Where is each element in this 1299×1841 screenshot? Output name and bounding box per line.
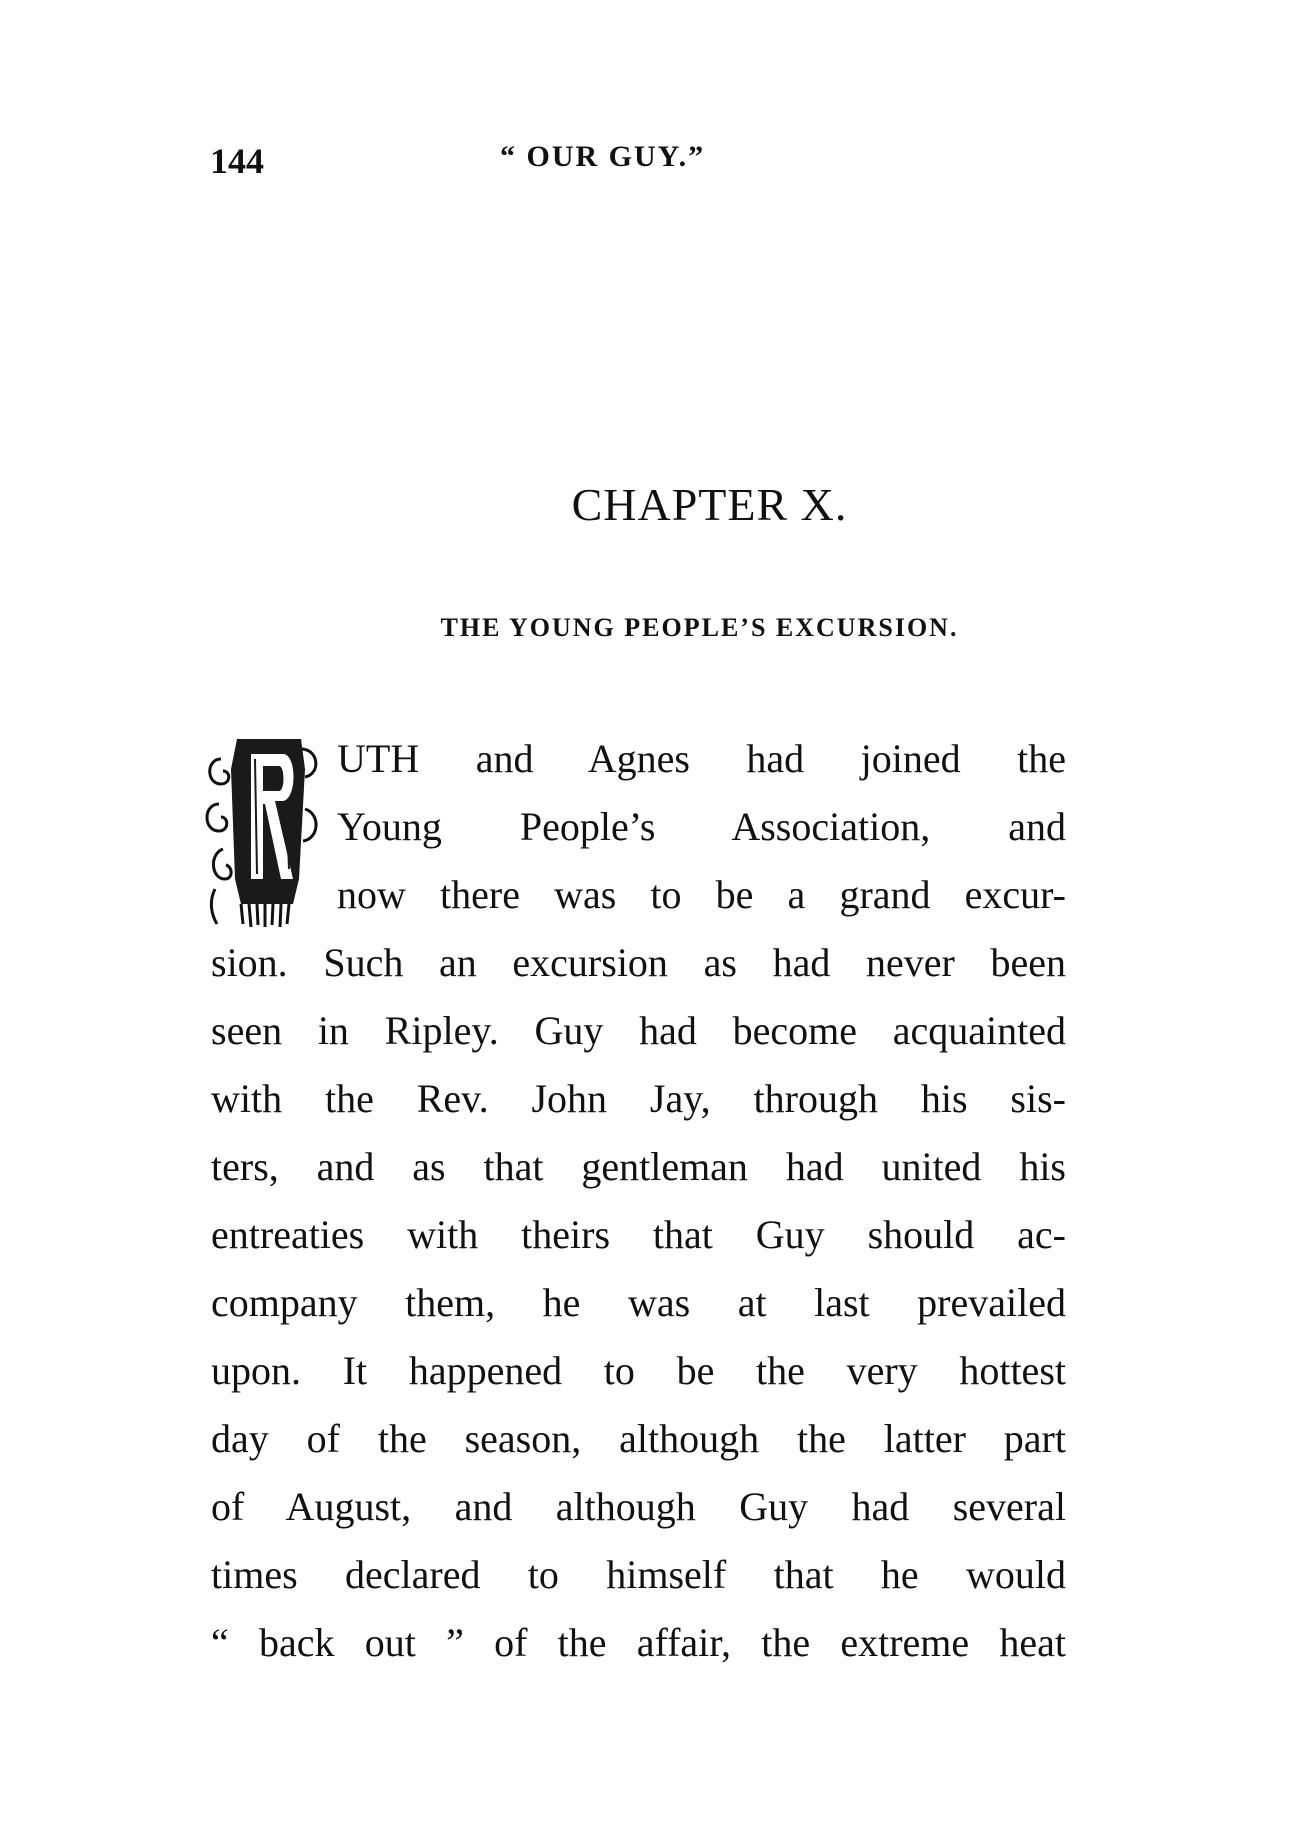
running-head bbox=[210, 140, 770, 190]
text-line: entreaties with theirs that Guy should ac- bbox=[211, 1212, 1066, 1257]
chapter-title: CHAPTER X. bbox=[571, 479, 848, 530]
page-number: 144 bbox=[210, 141, 264, 181]
drop-cap-ornament bbox=[201, 729, 327, 929]
text-line: of August, and although Guy had several bbox=[211, 1484, 1066, 1529]
chapter-body bbox=[211, 725, 1066, 1677]
running-title: “ OUR GUY.” bbox=[500, 140, 706, 173]
text-line: with the Rev. John Jay, through his sis- bbox=[211, 1076, 1066, 1121]
text-line: now there was to be a grand excur- bbox=[337, 872, 1066, 917]
text-line: UTH and Agnes had joined the bbox=[337, 736, 1066, 781]
text-line: seen in Ripley. Guy had become acquainted bbox=[211, 1008, 1066, 1053]
chapter-subtitle: THE YOUNG PEOPLE’S EXCURSION. bbox=[440, 613, 959, 642]
text-line: company them, he was at last prevailed bbox=[211, 1280, 1066, 1325]
text-line: Young People’s Association, and bbox=[337, 804, 1066, 849]
text-line: times declared to himself that he would bbox=[211, 1552, 1066, 1597]
text-line: “ back out ” of the affair, the extreme heat bbox=[211, 1620, 1066, 1665]
text-line: day of the season, although the latter part bbox=[211, 1416, 1066, 1461]
text-line: ters, and as that gentleman had united his bbox=[211, 1144, 1066, 1189]
text-line: upon. It happened to be the very hottest bbox=[211, 1348, 1066, 1393]
ornamental-drop-cap-icon bbox=[201, 729, 327, 929]
text-line: sion. Such an excursion as had never been bbox=[211, 940, 1066, 985]
